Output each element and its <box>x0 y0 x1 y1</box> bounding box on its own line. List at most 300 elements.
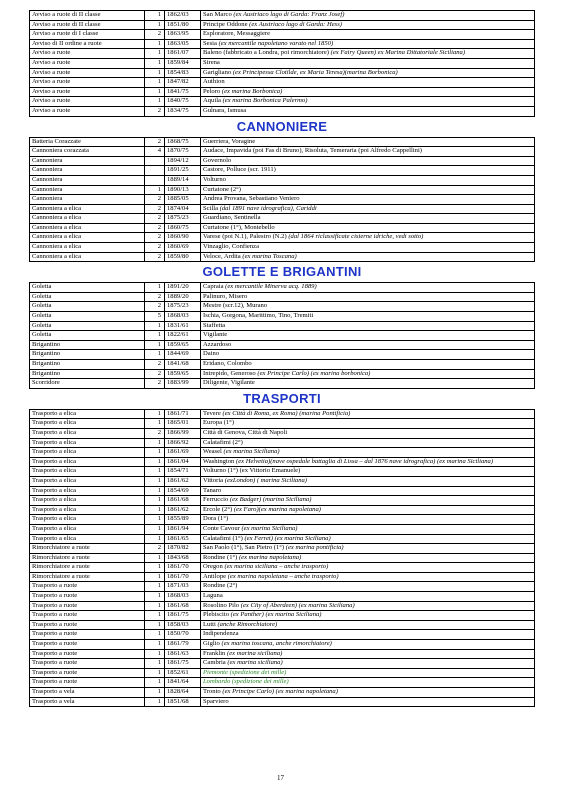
ship-note: (ex Principessa Clotilde, ex Maria Teresa)(marina Borbonica) <box>232 68 398 76</box>
ship-type-cell: Cannoniera <box>30 195 145 205</box>
ship-type-cell: Brigantino <box>30 369 145 379</box>
ship-names-cell <box>201 467 535 477</box>
table-row <box>30 312 535 322</box>
trasporti-table <box>29 409 535 707</box>
cannoniere-table <box>29 137 535 263</box>
ship-note: (ex marina pontificia) <box>285 544 344 552</box>
ship-names: Gulnara, Ismusa <box>203 106 247 114</box>
ship-type-cell: Trasporto a elica <box>30 467 145 477</box>
ship-names: Oregon <box>203 563 223 571</box>
ship-note: (ex marina siciliana) <box>227 649 283 657</box>
years-cell: 1863/95 <box>165 30 201 40</box>
ship-names: Calatafimi (2°) <box>203 438 243 446</box>
quantity-cell: 2 <box>145 544 165 554</box>
ship-type-cell: Trasporto a elica <box>30 486 145 496</box>
ship-type-cell: Cannoniera <box>30 185 145 195</box>
table-row <box>30 553 535 563</box>
page-number: 17 <box>277 774 284 782</box>
ship-note: (ex marina napoletana) <box>238 553 302 561</box>
quantity-cell: 2 <box>145 233 165 243</box>
ship-names: Varese (poi N.1), Palestro (N.2) <box>203 233 287 241</box>
quantity-cell: 1 <box>145 640 165 650</box>
table-row <box>30 640 535 650</box>
ship-names: Veloce, Ardita <box>203 252 241 260</box>
table-row <box>30 409 535 419</box>
table-row <box>30 292 535 302</box>
ship-type-cell: Trasporto a vela <box>30 697 145 707</box>
years-cell: 1861/75 <box>165 611 201 621</box>
ship-names: Volturno <box>203 175 226 183</box>
ship-names-cell <box>201 592 535 602</box>
ship-names-cell <box>201 379 535 389</box>
ship-names: San Paolo (1°), San Pietro (1°) <box>203 544 285 552</box>
ship-names-cell <box>201 524 535 534</box>
ship-type-cell: Cannoniera a elica <box>30 223 145 233</box>
ship-names: Lombardo <box>203 678 231 686</box>
ship-names-cell <box>201 175 535 185</box>
ship-names-cell <box>201 204 535 214</box>
table-row <box>30 505 535 515</box>
table-row <box>30 302 535 312</box>
ship-names-cell <box>201 486 535 496</box>
ship-type-cell: Cannoniera a elica <box>30 252 145 262</box>
ship-names: Sparviero <box>203 697 229 705</box>
quantity-cell: 2 <box>145 428 165 438</box>
ship-names: Cambria <box>203 659 226 667</box>
ship-names-cell <box>201 321 535 331</box>
years-cell: 1861/75 <box>165 659 201 669</box>
table-row <box>30 166 535 176</box>
ship-names: Staffetta <box>203 321 226 329</box>
quantity-cell: 2 <box>145 369 165 379</box>
ship-type-cell: Rimorchiatore a ruote <box>30 572 145 582</box>
ship-names-cell <box>201 496 535 506</box>
ship-note: (ex marina toscana, anche rimorchiatore) <box>221 640 332 648</box>
ship-note: (ex Austriaco lago di Garda: Hess) <box>249 20 343 28</box>
ship-names-cell <box>201 640 535 650</box>
ship-type-cell: Cannoniera a elica <box>30 233 145 243</box>
quantity-cell: 1 <box>145 87 165 97</box>
ship-type-cell: Goletta <box>30 283 145 293</box>
quantity-cell: 2 <box>145 223 165 233</box>
years-cell: 1861/94 <box>165 524 201 534</box>
ship-type-cell: Trasporto a elica <box>30 505 145 515</box>
ship-type-cell: Trasporto a ruote <box>30 668 145 678</box>
table-row <box>30 476 535 486</box>
years-cell: 1850/70 <box>165 630 201 640</box>
years-cell: 1890/13 <box>165 185 201 195</box>
table-row <box>30 214 535 224</box>
ship-type-cell: Trasporto a elica <box>30 428 145 438</box>
ship-names-cell <box>201 678 535 688</box>
ship-names: Lutti <box>203 620 216 628</box>
ship-names-cell <box>201 428 535 438</box>
ship-names-cell <box>201 233 535 243</box>
quantity-cell: 1 <box>145 553 165 563</box>
ship-names-cell <box>201 369 535 379</box>
ship-names-cell <box>201 340 535 350</box>
ship-names: Castore, Polluce (scr. 1911) <box>203 166 276 174</box>
ship-type-cell: Trasporto a elica <box>30 524 145 534</box>
years-cell: 1861/68 <box>165 496 201 506</box>
quantity-cell: 1 <box>145 505 165 515</box>
ship-names: Tronto <box>203 688 221 695</box>
quantity-cell: 1 <box>145 409 165 419</box>
ship-names-cell <box>201 515 535 525</box>
avvisi-table <box>29 10 535 117</box>
ship-names-cell <box>201 572 535 582</box>
years-cell: 1883/99 <box>165 379 201 389</box>
ship-names: Guerriera, Voragine <box>203 137 256 145</box>
section-title-cannoniere: CANNONIERE <box>236 118 328 134</box>
table-row <box>30 321 535 331</box>
ship-names-cell <box>201 360 535 370</box>
ship-names: Diligente, Vigilante <box>203 379 255 387</box>
years-cell: 1885/05 <box>165 195 201 205</box>
ship-type-cell: Scorridore <box>30 379 145 389</box>
years-cell: 1844/69 <box>165 350 201 360</box>
years-cell: 1868/03 <box>165 592 201 602</box>
ship-names-cell <box>201 166 535 176</box>
ship-names-cell <box>201 97 535 107</box>
table-row <box>30 438 535 448</box>
ship-type-cell: Avviso a ruote di I classe <box>30 30 145 40</box>
ship-type-cell: Avviso a ruote di II classe <box>30 11 145 21</box>
table-row <box>30 534 535 544</box>
golette-table <box>29 282 535 389</box>
ship-names: Daino <box>203 350 220 358</box>
ship-names: Volturno (1°) (ex Vittorio Emanuele) <box>203 467 301 475</box>
quantity-cell: 1 <box>145 563 165 573</box>
ship-type-cell: Goletta <box>30 292 145 302</box>
ship-note: (ex Austriaco lago di Garda: Franz Josef) <box>233 11 345 18</box>
table-row <box>30 49 535 59</box>
ship-type-cell: Goletta <box>30 302 145 312</box>
ship-type-cell: Trasporto a elica <box>30 448 145 458</box>
ship-names-cell <box>201 223 535 233</box>
table-row <box>30 486 535 496</box>
quantity-cell: 1 <box>145 350 165 360</box>
table-row <box>30 20 535 30</box>
table-row <box>30 369 535 379</box>
ship-names: Sirena <box>203 58 220 66</box>
years-cell: 1894/12 <box>165 156 201 166</box>
ship-type-cell: Brigantino <box>30 340 145 350</box>
table-row <box>30 697 535 707</box>
ship-names: Tevere <box>203 409 221 417</box>
ship-type-cell: Trasporto a ruote <box>30 630 145 640</box>
quantity-cell: 2 <box>145 292 165 302</box>
ship-type-cell: Cannoniera <box>30 166 145 176</box>
ship-names-cell <box>201 283 535 293</box>
ship-names-cell <box>201 649 535 659</box>
quantity-cell: 1 <box>145 582 165 592</box>
table-row <box>30 496 535 506</box>
ship-names: Intrepido, Generoso <box>203 369 256 377</box>
years-cell: 1859/65 <box>165 369 201 379</box>
ship-names: Vigilante <box>203 331 228 339</box>
quantity-cell: 2 <box>145 30 165 40</box>
ship-names: Dora (1°) <box>203 515 229 523</box>
section-title-golette: GOLETTE E BRIGANTINI <box>202 264 362 280</box>
years-cell: 1860/69 <box>165 243 201 253</box>
years-cell: 1861/62 <box>165 476 201 486</box>
ship-type-cell: Avviso a ruote <box>30 68 145 78</box>
ship-type-cell: Avviso a ruote <box>30 78 145 88</box>
ship-type-cell: Cannoniera a elica <box>30 204 145 214</box>
ship-note: (ex Panther) (ex marina Siciliana) <box>230 611 322 619</box>
quantity-cell: 1 <box>145 515 165 525</box>
years-cell: 1868/03 <box>165 312 201 322</box>
ship-names-cell <box>201 20 535 30</box>
ship-type-cell: Trasporto a elica <box>30 534 145 544</box>
ship-type-cell: Goletta <box>30 331 145 341</box>
ship-type-cell: Trasporto a elica <box>30 409 145 419</box>
quantity-cell: 1 <box>145 592 165 602</box>
quantity-cell: 4 <box>145 147 165 157</box>
ship-names: Eridano, Colombo <box>203 360 252 367</box>
table-row <box>30 601 535 611</box>
ship-names-cell <box>201 30 535 40</box>
quantity-cell: 2 <box>145 379 165 389</box>
table-row <box>30 448 535 458</box>
table-row <box>30 156 535 166</box>
years-cell: 1841/68 <box>165 360 201 370</box>
ship-names: Ferruccio <box>203 496 229 504</box>
document-page <box>29 10 535 707</box>
quantity-cell: 1 <box>145 340 165 350</box>
ship-type-cell: Avviso a ruote <box>30 58 145 68</box>
years-cell: 1861/63 <box>165 649 201 659</box>
ship-type-cell: Cannoniera corazzata <box>30 147 145 157</box>
years-cell: 1861/69 <box>165 448 201 458</box>
quantity-cell: 1 <box>145 283 165 293</box>
years-cell: 1854/69 <box>165 486 201 496</box>
ship-type-cell: Trasporto a ruote <box>30 601 145 611</box>
ship-type-cell: Trasporto a ruote <box>30 611 145 621</box>
ship-type-cell: Avviso di II ordine a ruote <box>30 39 145 49</box>
quantity-cell: 2 <box>145 106 165 116</box>
years-cell: 1861/70 <box>165 572 201 582</box>
ship-type-cell: Trasporto a ruote <box>30 620 145 630</box>
ship-names-cell <box>201 457 535 467</box>
ship-names-cell <box>201 185 535 195</box>
quantity-cell: 2 <box>145 204 165 214</box>
years-cell: 1866/92 <box>165 438 201 448</box>
years-cell: 1863/05 <box>165 39 201 49</box>
quantity-cell: 1 <box>145 572 165 582</box>
quantity-cell: 1 <box>145 68 165 78</box>
years-cell: 1861/07 <box>165 49 201 59</box>
ship-names: Ercole (2°) <box>203 505 233 513</box>
ship-names: Rondine (1°) <box>203 553 238 561</box>
table-row <box>30 252 535 262</box>
ship-type-cell: Brigantino <box>30 350 145 360</box>
ship-names-cell <box>201 419 535 429</box>
table-row <box>30 340 535 350</box>
quantity-cell <box>145 166 165 176</box>
ship-names-cell <box>201 582 535 592</box>
table-row <box>30 223 535 233</box>
ship-names-cell <box>201 659 535 669</box>
table-row <box>30 582 535 592</box>
ship-type-cell: Avviso a ruote di II classe <box>30 20 145 30</box>
ship-names: Garigliano <box>203 68 232 76</box>
ship-names: Curtatone (2°) <box>203 185 241 193</box>
ship-names-cell <box>201 156 535 166</box>
table-row <box>30 515 535 525</box>
years-cell: 1841/75 <box>165 87 201 97</box>
table-row <box>30 611 535 621</box>
table-row <box>30 204 535 214</box>
ship-names-cell <box>201 409 535 419</box>
quantity-cell: 1 <box>145 649 165 659</box>
quantity-cell: 1 <box>145 58 165 68</box>
quantity-cell: 1 <box>145 611 165 621</box>
ship-names: Antilope <box>203 572 227 580</box>
ship-type-cell: Trasporto a elica <box>30 496 145 506</box>
ship-names-cell <box>201 331 535 341</box>
ship-names: Piemonte <box>203 668 228 676</box>
ship-type-cell: Rimorchiatore a ruote <box>30 544 145 554</box>
ship-names-cell <box>201 620 535 630</box>
ship-note: (ex Faro)(ex marina napoletana) <box>233 505 321 513</box>
years-cell: 1831/61 <box>165 321 201 331</box>
ship-names: Indipendenza <box>203 630 239 638</box>
ship-names-cell <box>201 147 535 157</box>
ship-names-cell <box>201 505 535 515</box>
ship-names: Tanaro <box>203 486 222 494</box>
table-row <box>30 419 535 429</box>
table-row <box>30 350 535 360</box>
years-cell: 1847/82 <box>165 78 201 88</box>
table-row <box>30 659 535 669</box>
table-row <box>30 678 535 688</box>
ship-names-cell <box>201 11 535 21</box>
table-row <box>30 457 535 467</box>
ship-names: Rosolino Pilo <box>203 601 240 609</box>
years-cell: 1851/80 <box>165 20 201 30</box>
table-row <box>30 283 535 293</box>
ship-names: Andrea Provana, Sebastiano Veniero <box>203 195 300 203</box>
years-cell: 1859/84 <box>165 58 201 68</box>
quantity-cell: 1 <box>145 457 165 467</box>
ship-names: Vittoria <box>203 476 224 484</box>
quantity-cell: 1 <box>145 97 165 107</box>
ship-names-cell <box>201 688 535 698</box>
years-cell: 1854/71 <box>165 467 201 477</box>
ship-note: (ex Badger) (marina Siciliana) <box>229 496 312 504</box>
years-cell: 1860/90 <box>165 233 201 243</box>
ship-note: (ex marina Borbonica Palermo) <box>222 97 308 105</box>
ship-names-cell <box>201 106 535 116</box>
years-cell: 1861/79 <box>165 640 201 650</box>
quantity-cell: 2 <box>145 302 165 312</box>
years-cell: 1868/75 <box>165 137 201 147</box>
ship-names-cell <box>201 39 535 49</box>
table-row <box>30 39 535 49</box>
years-cell: 1891/20 <box>165 283 201 293</box>
ship-names: Audace, Impavida (poi Fas di Bruno), Risoluta, Temeraria (poi Alfredo Cappellini) <box>203 147 422 155</box>
quantity-cell <box>145 156 165 166</box>
quantity-cell <box>145 175 165 185</box>
years-cell: 1843/68 <box>165 553 201 563</box>
years-cell: 1860/75 <box>165 223 201 233</box>
table-row <box>30 572 535 582</box>
quantity-cell: 1 <box>145 185 165 195</box>
ship-type-cell: Trasporto a vela <box>30 688 145 698</box>
ship-type-cell: Trasporto a ruote <box>30 592 145 602</box>
years-cell: 1871/03 <box>165 582 201 592</box>
table-row <box>30 428 535 438</box>
quantity-cell: 5 <box>145 312 165 322</box>
ship-names: Europa (1°) <box>203 419 235 427</box>
ship-names-cell <box>201 476 535 486</box>
ship-names: Principe Oddone <box>203 20 248 28</box>
ship-names-cell <box>201 58 535 68</box>
ship-names-cell <box>201 243 535 253</box>
quantity-cell: 1 <box>145 630 165 640</box>
ship-names-cell <box>201 312 535 322</box>
quantity-cell: 1 <box>145 524 165 534</box>
quantity-cell: 1 <box>145 419 165 429</box>
ship-note: (dal 1864 riclassificate cisterne idriche, vedi sotto) <box>288 233 424 241</box>
ship-names: Scilla <box>203 204 219 212</box>
quantity-cell: 2 <box>145 243 165 253</box>
ship-names-cell <box>201 87 535 97</box>
ship-names-cell <box>201 195 535 205</box>
ship-type-cell: Avviso a ruote <box>30 106 145 116</box>
ship-names-cell <box>201 292 535 302</box>
ship-names: San Marco <box>203 11 232 18</box>
ship-type-cell: Cannoniera <box>30 175 145 185</box>
years-cell: 1834/75 <box>165 106 201 116</box>
quantity-cell: 2 <box>145 137 165 147</box>
table-row <box>30 11 535 21</box>
quantity-cell: 1 <box>145 39 165 49</box>
ship-names: Giglio <box>203 640 220 648</box>
years-cell: 1852/61 <box>165 668 201 678</box>
table-row <box>30 592 535 602</box>
quantity-cell: 1 <box>145 49 165 59</box>
years-cell: 1851/68 <box>165 697 201 707</box>
quantity-cell: 1 <box>145 448 165 458</box>
ship-type-cell: Trasporto a elica <box>30 476 145 486</box>
table-row <box>30 688 535 698</box>
years-cell: 1866/99 <box>165 428 201 438</box>
years-cell: 1889/20 <box>165 292 201 302</box>
quantity-cell: 1 <box>145 11 165 21</box>
ship-names-cell <box>201 214 535 224</box>
ship-note: (ex mercantile napoletano varato nel 1850) <box>218 39 334 47</box>
years-cell: 1861/71 <box>165 409 201 419</box>
ship-names: Conte Cavour <box>203 524 240 532</box>
ship-names: Curtatone (1°), Montebello <box>203 223 275 231</box>
table-row <box>30 185 535 195</box>
ship-names: Azzardoso <box>203 340 232 348</box>
ship-type-cell: Goletta <box>30 312 145 322</box>
ship-names-cell <box>201 350 535 360</box>
ship-note: (ex City of Aberdeen) (ex marina Siciliana) <box>240 601 355 609</box>
years-cell: 1891/25 <box>165 166 201 176</box>
ship-note: (spedizione dei mille) <box>229 668 287 676</box>
ship-note: (exLondon) ( marina Siciliana) <box>224 476 308 484</box>
years-cell: 1889/14 <box>165 175 201 185</box>
ship-names: Washington <box>203 457 235 465</box>
ship-type-cell: Trasporto a elica <box>30 419 145 429</box>
ship-note: (ex marina napoletana – anche trasporto) <box>227 572 339 580</box>
quantity-cell: 1 <box>145 78 165 88</box>
